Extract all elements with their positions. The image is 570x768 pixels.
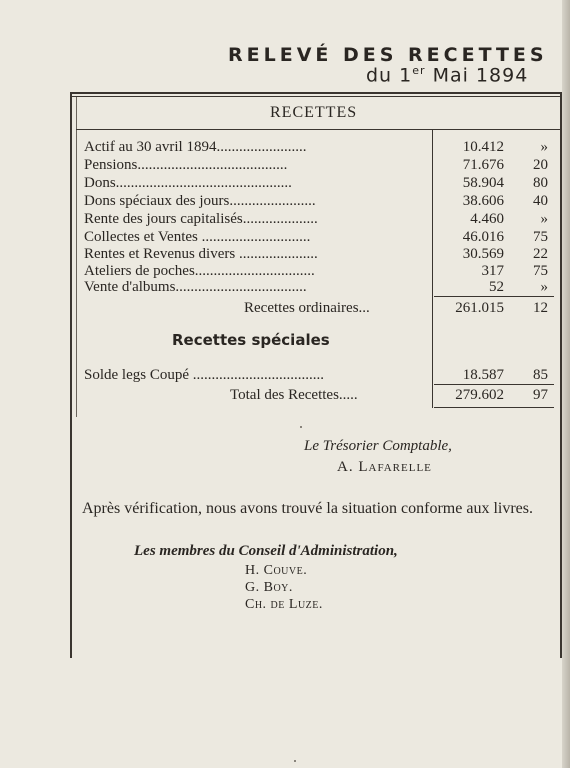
row-label: Vente d'albums...................................: [84, 279, 307, 295]
row-amount: 46.016: [462, 229, 504, 245]
subtitle-suffix: Mai 1894: [425, 64, 529, 87]
grand-total-label: Total des Recettes.....: [230, 387, 358, 403]
frame-rule-right: [560, 92, 562, 658]
paper-speck: [300, 426, 302, 428]
row-amount: 10.412: [462, 139, 504, 155]
subtitle-prefix: du 1: [366, 64, 413, 87]
row-cents: »: [540, 211, 548, 227]
paper-speck: [294, 760, 296, 762]
grand-total-amount: 279.602: [455, 387, 504, 403]
member-name: Ch. de Luze.: [245, 597, 323, 612]
frame-rule-top: [70, 92, 562, 94]
row-amount: 38.606: [462, 193, 504, 209]
row-cents: »: [540, 139, 548, 155]
row-amount: 71.676: [462, 157, 504, 173]
row-amount: 52: [489, 279, 504, 295]
member-name: G. Boy.: [245, 580, 293, 595]
table-row: [84, 193, 554, 210]
row-amount: 58.904: [462, 175, 504, 191]
ordinary-total-cents: 12: [533, 300, 548, 316]
row-cents: 75: [533, 263, 548, 279]
member-name: H. Couve.: [245, 563, 308, 578]
table-row: [84, 157, 554, 174]
table-row: [84, 279, 554, 296]
row-amount: 4.460: [470, 211, 504, 227]
row-label: Pensions........................................: [84, 157, 288, 173]
members-title: Les membres du Conseil d'Administration,: [134, 543, 398, 559]
table-row: [84, 211, 554, 228]
table-row: [84, 246, 554, 263]
table-row: [84, 139, 554, 156]
row-label: Solde legs Coupé ...................................: [84, 367, 324, 383]
row-label: Rente des jours capitalisés....................: [84, 211, 318, 227]
table-row: [84, 229, 554, 246]
treasurer-name: A. Lafarelle: [337, 459, 432, 475]
row-label: Actif au 30 avril 1894........................: [84, 139, 307, 155]
special-section-title: Recettes spéciales: [172, 331, 330, 349]
page-title: RELEVÉ DES RECETTES: [228, 44, 548, 66]
frame-rule-inner-left: [76, 97, 77, 417]
ordinary-total-label: Recettes ordinaires...: [244, 300, 370, 316]
row-amount: 18.587: [462, 367, 504, 383]
row-cents: 40: [533, 193, 548, 209]
subtitle-sup: er: [412, 64, 426, 77]
ordinary-total-amount: 261.015: [455, 300, 504, 316]
total-rule: [434, 384, 554, 385]
row-cents: 80: [533, 175, 548, 191]
row-label: Dons spéciaux des jours.......................: [84, 193, 316, 209]
row-cents: »: [540, 279, 548, 295]
row-cents: 85: [533, 367, 548, 383]
row-label: Ateliers de poches................................: [84, 263, 315, 279]
page-subtitle: [366, 64, 528, 86]
grand-total-row: [84, 387, 554, 404]
row-label: Dons...............................................: [84, 175, 292, 191]
table-row: [84, 263, 554, 280]
row-cents: 22: [533, 246, 548, 262]
table-row: [84, 175, 554, 192]
row-amount: 317: [481, 263, 504, 279]
grand-total-cents: 97: [533, 387, 548, 403]
header-rule: [76, 129, 560, 130]
row-label: Rentes et Revenus divers .....................: [84, 246, 318, 262]
row-cents: 20: [533, 157, 548, 173]
total-rule-bottom: [434, 407, 554, 408]
table-row: [84, 367, 554, 384]
row-cents: 75: [533, 229, 548, 245]
verification-statement: Après vérification, nous avons trouvé la situation conforme aux livres.: [82, 500, 533, 517]
section-title: RECETTES: [270, 104, 358, 121]
subtotal-rule: [434, 296, 554, 297]
ordinary-total-row: [84, 300, 554, 317]
frame-rule-top-inner: [70, 96, 562, 97]
row-amount: 30.569: [462, 246, 504, 262]
row-label: Collectes et Ventes .............................: [84, 229, 311, 245]
treasurer-title: Le Trésorier Comptable,: [304, 438, 452, 454]
